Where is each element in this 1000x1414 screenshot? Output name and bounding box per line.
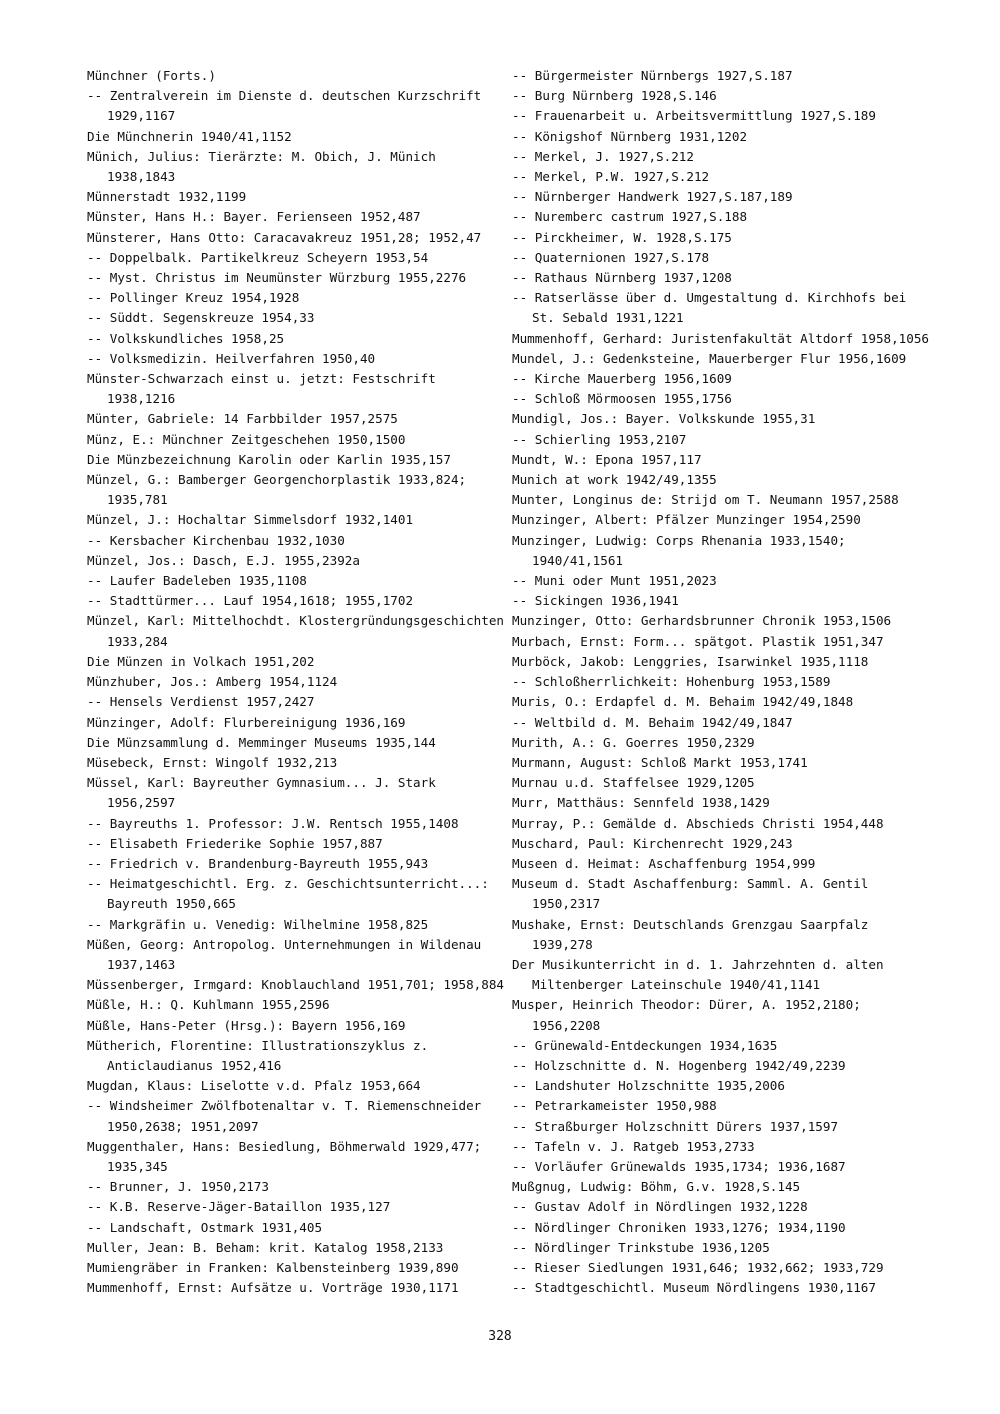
index-line: Müssenberger, Irmgard: Knoblauchland 1951,701; 1958,884 <box>87 977 505 993</box>
index-line: Müßen, Georg: Antropolog. Unternehmungen in Wildenau <box>87 936 482 952</box>
index-line: -- Myst. Christus im Neumünster Würzburg 1955,2276 <box>87 270 467 286</box>
index-line: 1933,284 <box>107 633 168 649</box>
index-line: Münzel, Jos.: Dasch, E.J. 1955,2392a <box>87 552 360 568</box>
index-line: -- Petrarkameister 1950,988 <box>512 1098 717 1114</box>
index-line: -- Frauenarbeit u. Arbeitsvermittlung 1927,S.189 <box>512 108 876 124</box>
index-line: Mummenhoff, Gerhard: Juristenfakultät Altdorf 1958,1056 <box>512 330 930 346</box>
index-line: Münzhuber, Jos.: Amberg 1954,1124 <box>87 674 338 690</box>
index-line: Müßle, H.: Q. Kuhlmann 1955,2596 <box>87 997 330 1013</box>
index-line: -- Kersbacher Kirchenbau 1932,1030 <box>87 532 345 548</box>
index-line: Münzel, Karl: Mittelhochdt. Klostergründungsgeschichten <box>87 613 505 629</box>
index-line: Munich at work 1942/49,1355 <box>512 472 717 488</box>
index-line: 1935,781 <box>107 492 168 508</box>
index-line: -- Bürgermeister Nürnbergs 1927,S.187 <box>512 68 793 83</box>
index-column-right <box>512 66 952 1298</box>
index-line: -- Volksmedizin. Heilverfahren 1950,40 <box>87 350 376 366</box>
index-line: Murith, A.: G. Goerres 1950,2329 <box>512 734 755 750</box>
index-line: Die Münzen in Volkach 1951,202 <box>87 653 315 669</box>
index-line: Mugdan, Klaus: Liselotte v.d. Pfalz 1953,664 <box>87 1078 421 1094</box>
index-line: Münster-Schwarzach einst u. jetzt: Festschrift <box>87 371 436 387</box>
index-line: 1929,1167 <box>107 108 176 124</box>
index-line: Müssel, Karl: Bayreuther Gymnasium... J. Stark <box>87 775 436 791</box>
index-line: -- Bayreuths 1. Professor: J.W. Rentsch 1955,1408 <box>87 815 459 831</box>
index-line: -- K.B. Reserve-Jäger-Bataillon 1935,127 <box>87 1199 391 1215</box>
index-line: -- Stadtgeschichtl. Museum Nördlingens 1930,1167 <box>512 1280 876 1296</box>
index-line: Munzinger, Otto: Gerhardsbrunner Chronik 1953,1506 <box>512 613 892 629</box>
index-line: -- Königshof Nürnberg 1931,1202 <box>512 128 748 144</box>
index-line: 1950,2638; 1951,2097 <box>107 1118 259 1134</box>
index-line: -- Gustav Adolf in Nördlingen 1932,1228 <box>512 1199 808 1215</box>
index-line: -- Pollinger Kreuz 1954,1928 <box>87 290 300 306</box>
index-line: 1940/41,1561 <box>532 552 623 568</box>
index-line: Murbach, Ernst: Form... spätgot. Plastik 1951,347 <box>512 633 884 649</box>
index-line: Mundel, J.: Gedenksteine, Mauerberger Flur 1956,1609 <box>512 350 907 366</box>
index-line: Bayreuth 1950,665 <box>107 896 236 912</box>
index-line: 1935,345 <box>107 1158 168 1174</box>
index-line: 1937,1463 <box>107 956 176 972</box>
index-line: 1938,1216 <box>107 391 176 407</box>
index-line: -- Landshuter Holzschnitte 1935,2006 <box>512 1078 785 1094</box>
index-line: -- Markgräfin u. Venedig: Wilhelmine 1958,825 <box>87 916 429 932</box>
index-line: Mundigl, Jos.: Bayer. Volkskunde 1955,31 <box>512 411 816 427</box>
index-line: Muller, Jean: B. Beham: krit. Katalog 1958,2133 <box>87 1239 444 1255</box>
index-line: Münsterer, Hans Otto: Caracavakreuz 1951,28; 1952,47 <box>87 229 482 245</box>
index-line: Museum d. Stadt Aschaffenburg: Samml. A. Gentil <box>512 876 869 892</box>
index-line: Musper, Heinrich Theodor: Dürer, A. 1952,2180; <box>512 997 861 1013</box>
index-line: -- Merkel, J. 1927,S.212 <box>512 148 694 164</box>
index-line: Müsebeck, Ernst: Wingolf 1932,213 <box>87 754 338 770</box>
index-line: Munzinger, Ludwig: Corps Rhenania 1933,1540; <box>512 532 846 548</box>
index-line: -- Nürnberger Handwerk 1927,S.187,189 <box>512 189 793 205</box>
index-line: Murmann, August: Schloß Markt 1953,1741 <box>512 754 808 770</box>
index-line: Mushake, Ernst: Deutschlands Grenzgau Saarpfalz <box>512 916 869 932</box>
index-line: -- Vorläufer Grünewalds 1935,1734; 1936,1687 <box>512 1158 846 1174</box>
index-line: Mußgnug, Ludwig: Böhm, G.v. 1928,S.145 <box>512 1179 801 1195</box>
index-line: 1939,278 <box>532 936 593 952</box>
index-line: -- Grünewald-Entdeckungen 1934,1635 <box>512 1037 778 1053</box>
index-line: Münich, Julius: Tierärzte: M. Obich, J. Münich <box>87 148 436 164</box>
index-line: -- Elisabeth Friederike Sophie 1957,887 <box>87 835 383 851</box>
index-line: Munzinger, Albert: Pfälzer Munzinger 1954,2590 <box>512 512 861 528</box>
index-line: Münz, E.: Münchner Zeitgeschehen 1950,1500 <box>87 431 406 447</box>
index-line: -- Tafeln v. J. Ratgeb 1953,2733 <box>512 1138 755 1154</box>
index-line: -- Pirckheimer, W. 1928,S.175 <box>512 229 732 245</box>
index-line: -- Nördlinger Chroniken 1933,1276; 1934,1190 <box>512 1219 846 1235</box>
index-line: Muschard, Paul: Kirchenrecht 1929,243 <box>512 835 793 851</box>
index-line: -- Kirche Mauerberg 1956,1609 <box>512 371 732 387</box>
index-line: -- Brunner, J. 1950,2173 <box>87 1179 269 1195</box>
index-line: -- Quaternionen 1927,S.178 <box>512 249 710 265</box>
index-line: St. Sebald 1931,1221 <box>532 310 684 326</box>
index-line: -- Schierling 1953,2107 <box>512 431 687 447</box>
index-line: Mundt, W.: Epona 1957,117 <box>512 451 702 467</box>
index-line: Münzinger, Adolf: Flurbereinigung 1936,169 <box>87 714 406 730</box>
index-line: Die Münchnerin 1940/41,1152 <box>87 128 292 144</box>
index-line: Münter, Gabriele: 14 Farbbilder 1957,2575 <box>87 411 398 427</box>
index-line: Miltenberger Lateinschule 1940/41,1141 <box>532 977 821 993</box>
index-line: Munter, Longinus de: Strijd om T. Neumann 1957,2588 <box>512 492 899 508</box>
index-line: Murböck, Jakob: Lenggries, Isarwinkel 1935,1118 <box>512 653 869 669</box>
index-line: 1956,2208 <box>532 1017 601 1033</box>
index-line: Münnerstadt 1932,1199 <box>87 189 247 205</box>
index-line: -- Ratserlässe über d. Umgestaltung d. Kirchhofs bei <box>512 290 907 306</box>
index-line: Mumiengräber in Franken: Kalbensteinberg 1939,890 <box>87 1259 459 1275</box>
index-line: -- Friedrich v. Brandenburg-Bayreuth 1955,943 <box>87 855 429 871</box>
index-line: Münzel, J.: Hochaltar Simmelsdorf 1932,1401 <box>87 512 414 528</box>
index-line: 1938,1843 <box>107 169 176 185</box>
index-line: -- Zentralverein im Dienste d. deutschen Kurzschrift <box>87 88 482 104</box>
index-line: -- Heimatgeschichtl. Erg. z. Geschichtsunterricht...: <box>87 876 489 892</box>
index-line: Münzel, G.: Bamberger Georgenchorplastik 1933,824; <box>87 472 467 488</box>
page-number: 328 <box>488 1329 512 1344</box>
index-line: -- Nördlinger Trinkstube 1936,1205 <box>512 1239 770 1255</box>
index-line: -- Merkel, P.W. 1927,S.212 <box>512 169 710 185</box>
index-line: -- Straßburger Holzschnitt Dürers 1937,1597 <box>512 1118 839 1134</box>
index-line: -- Weltbild d. M. Behaim 1942/49,1847 <box>512 714 793 730</box>
index-line: Muggenthaler, Hans: Besiedlung, Böhmerwald 1929,477; <box>87 1138 482 1154</box>
index-line: -- Windsheimer Zwölfbotenaltar v. T. Riemenschneider <box>87 1098 482 1114</box>
index-line: Murray, P.: Gemälde d. Abschieds Christi 1954,448 <box>512 815 884 831</box>
index-line: -- Burg Nürnberg 1928,S.146 <box>512 88 717 104</box>
index-line: Die Münzsammlung d. Memminger Museums 1935,144 <box>87 734 436 750</box>
index-line: Anticlaudianus 1952,416 <box>107 1057 282 1073</box>
index-line: -- Rathaus Nürnberg 1937,1208 <box>512 270 732 286</box>
index-line: 1956,2597 <box>107 795 176 811</box>
index-line: Der Musikunterricht in d. 1. Jahrzehnten d. alten <box>512 956 884 972</box>
index-line: Mütherich, Florentine: Illustrationszyklus z. <box>87 1037 429 1053</box>
index-line: Müßle, Hans-Peter (Hrsg.): Bayern 1956,169 <box>87 1017 406 1033</box>
index-line: Münster, Hans H.: Bayer. Ferienseen 1952,487 <box>87 209 421 225</box>
index-line: -- Holzschnitte d. N. Hogenberg 1942/49,2239 <box>512 1057 846 1073</box>
index-line: Muris, O.: Erdapfel d. M. Behaim 1942/49,1848 <box>512 694 854 710</box>
index-line: Murr, Matthäus: Sennfeld 1938,1429 <box>512 795 770 811</box>
index-column-left <box>87 66 505 1298</box>
index-line: Museen d. Heimat: Aschaffenburg 1954,999 <box>512 855 816 871</box>
index-line: Murnau u.d. Staffelsee 1929,1205 <box>512 775 755 791</box>
index-line: Die Münzbezeichnung Karolin oder Karlin 1935,157 <box>87 451 451 467</box>
index-line: Münchner (Forts.) <box>87 68 216 83</box>
index-line: -- Nuremberc castrum 1927,S.188 <box>512 209 748 225</box>
index-line: -- Süddt. Segenskreuze 1954,33 <box>87 310 315 326</box>
index-line: Mummenhoff, Ernst: Aufsätze u. Vorträge 1930,1171 <box>87 1280 459 1296</box>
index-line: -- Stadttürmer... Lauf 1954,1618; 1955,1702 <box>87 593 414 609</box>
index-line: -- Schloßherrlichkeit: Hohenburg 1953,1589 <box>512 674 831 690</box>
index-line: -- Sickingen 1936,1941 <box>512 593 679 609</box>
index-line: -- Doppelbalk. Partikelkreuz Scheyern 1953,54 <box>87 249 429 265</box>
index-line: -- Rieser Siedlungen 1931,646; 1932,662; 1933,729 <box>512 1259 884 1275</box>
index-line: -- Volkskundliches 1958,25 <box>87 330 285 346</box>
index-line: -- Muni oder Munt 1951,2023 <box>512 573 717 589</box>
index-line: 1950,2317 <box>532 896 601 912</box>
index-line: -- Laufer Badeleben 1935,1108 <box>87 573 307 589</box>
index-line: -- Schloß Mörmoosen 1955,1756 <box>512 391 732 407</box>
index-line: -- Hensels Verdienst 1957,2427 <box>87 694 315 710</box>
index-line: -- Landschaft, Ostmark 1931,405 <box>87 1219 323 1235</box>
